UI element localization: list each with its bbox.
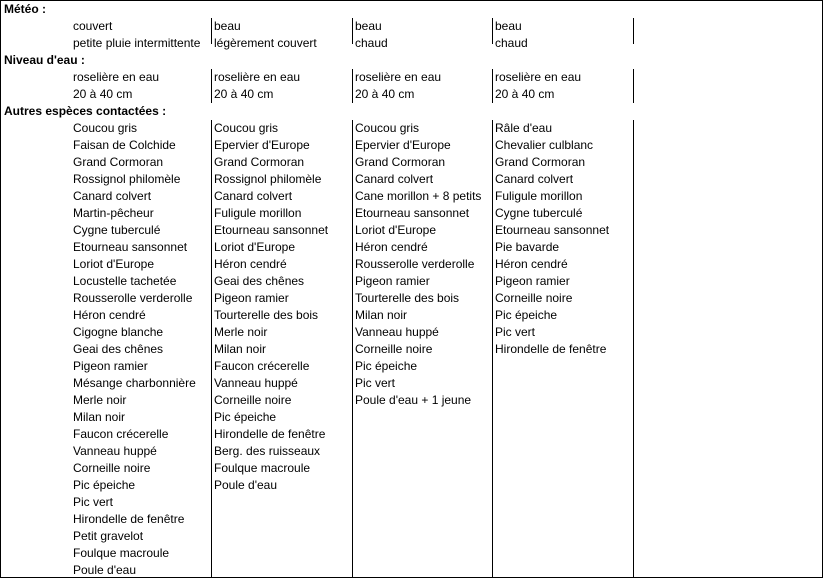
species-item: Poule d'eau <box>73 563 137 577</box>
species-item: Rossignol philomèle <box>73 172 181 186</box>
meteo-line: petite pluie intermittente <box>73 36 201 50</box>
column-divider <box>492 120 493 577</box>
species-item: Tourterelle des bois <box>355 291 460 305</box>
species-item: Petit gravelot <box>73 529 144 543</box>
species-item: Pic vert <box>495 325 536 339</box>
species-item: Canard colvert <box>214 189 293 203</box>
species-item: Poule d'eau + 1 jeune <box>355 393 472 407</box>
species-item: Pigeon ramier <box>214 291 289 305</box>
species-item: Pic vert <box>355 376 396 390</box>
species-item: Grand Cormoran <box>355 155 446 169</box>
niveau-line: 20 à 40 cm <box>355 87 415 101</box>
species-item: Vanneau huppé <box>214 376 298 390</box>
meteo-heading: Météo : <box>4 2 46 16</box>
meteo-line: beau <box>495 19 522 33</box>
niveau-line: roselière en eau <box>355 70 442 84</box>
species-item: Loriot d'Europe <box>214 240 296 254</box>
species-item: Foulque macroule <box>214 461 311 475</box>
species-item: Mésange charbonnière <box>73 376 196 390</box>
species-list-col1 <box>73 120 196 579</box>
meteo-line: beau <box>214 19 241 33</box>
species-item: Pic épeiche <box>214 410 277 424</box>
species-item: Vanneau huppé <box>355 325 439 339</box>
species-item: Epervier d'Europe <box>214 138 310 152</box>
species-item: Coucou gris <box>214 121 279 135</box>
species-item: Loriot d'Europe <box>73 257 155 271</box>
niveau-line: 20 à 40 cm <box>495 87 555 101</box>
column-divider <box>492 69 493 103</box>
species-item: Grand Cormoran <box>495 155 586 169</box>
species-item: Héron cendré <box>73 308 146 322</box>
species-item: Milan noir <box>73 410 126 424</box>
species-item: Cane morillon + 8 petits <box>355 189 482 203</box>
species-item: Poule d'eau <box>214 478 278 492</box>
species-item: Faucon crécerelle <box>214 359 310 373</box>
species-item: Etourneau sansonnet <box>355 206 470 220</box>
especes-heading: Autres espèces contactées : <box>4 104 167 118</box>
species-item: Chevalier culblanc <box>495 138 594 152</box>
species-item: Cygne tuberculé <box>73 223 161 237</box>
species-item: Milan noir <box>355 308 408 322</box>
niveau-line: 20 à 40 cm <box>214 87 274 101</box>
species-item: Rousserolle verderolle <box>355 257 475 271</box>
column-divider <box>352 18 353 44</box>
species-item: Milan noir <box>214 342 267 356</box>
species-item: Héron cendré <box>214 257 287 271</box>
species-item: Pic vert <box>73 495 114 509</box>
species-item: Merle noir <box>214 325 268 339</box>
species-item: Fuligule morillon <box>214 206 302 220</box>
niveau-line: roselière en eau <box>73 70 160 84</box>
species-item: Corneille noire <box>355 342 433 356</box>
species-item: Râle d'eau <box>495 121 552 135</box>
species-item: Locustelle tachetée <box>73 274 177 288</box>
species-item: Canard colvert <box>495 172 574 186</box>
species-list-col3 <box>355 120 481 409</box>
species-item: Pic épeiche <box>355 359 418 373</box>
species-item: Pic épeiche <box>495 308 558 322</box>
niveau-line: roselière en eau <box>214 70 301 84</box>
column-divider <box>211 69 212 103</box>
niveau-line: roselière en eau <box>495 70 582 84</box>
species-item: Corneille noire <box>214 393 292 407</box>
column-divider <box>492 18 493 44</box>
species-item: Pigeon ramier <box>73 359 148 373</box>
species-item: Vanneau huppé <box>73 444 157 458</box>
species-item: Grand Cormoran <box>73 155 164 169</box>
species-item: Hirondelle de fenêtre <box>495 342 607 356</box>
niveau-eau-heading: Niveau d'eau : <box>4 53 85 67</box>
species-item: Rousserolle verderolle <box>73 291 193 305</box>
species-item: Pic épeiche <box>73 478 136 492</box>
species-item: Grand Cormoran <box>214 155 305 169</box>
column-divider <box>633 69 634 103</box>
species-item: Coucou gris <box>73 121 138 135</box>
species-list-col2 <box>214 120 328 494</box>
column-divider <box>211 18 212 44</box>
species-item: Etourneau sansonnet <box>214 223 329 237</box>
species-item: Cigogne blanche <box>73 325 164 339</box>
column-divider <box>352 69 353 103</box>
species-item: Pie bavarde <box>495 240 560 254</box>
species-item: Geai des chênes <box>214 274 305 288</box>
species-item: Corneille noire <box>73 461 151 475</box>
column-divider <box>633 120 634 577</box>
species-item: Cygne tuberculé <box>495 206 583 220</box>
species-item: Faucon crécerelle <box>73 427 169 441</box>
species-item: Pigeon ramier <box>495 274 570 288</box>
species-item: Martin-pêcheur <box>73 206 154 220</box>
species-item: Rossignol philomèle <box>214 172 322 186</box>
meteo-line: chaud <box>495 36 528 50</box>
species-item: Hirondelle de fenêtre <box>73 512 185 526</box>
species-item: Coucou gris <box>355 121 420 135</box>
meteo-line: couvert <box>73 19 113 33</box>
species-item: Epervier d'Europe <box>355 138 451 152</box>
species-item: Etourneau sansonnet <box>73 240 188 254</box>
species-item: Héron cendré <box>355 240 428 254</box>
species-item: Etourneau sansonnet <box>495 223 610 237</box>
species-item: Corneille noire <box>495 291 573 305</box>
niveau-line: 20 à 40 cm <box>73 87 133 101</box>
species-item: Canard colvert <box>355 172 434 186</box>
species-item: Merle noir <box>73 393 127 407</box>
column-divider <box>633 18 634 44</box>
species-item: Pigeon ramier <box>355 274 430 288</box>
column-divider <box>211 120 212 577</box>
species-item: Fuligule morillon <box>495 189 583 203</box>
species-item: Foulque macroule <box>73 546 170 560</box>
species-item: Faisan de Colchide <box>73 138 176 152</box>
species-item: Canard colvert <box>73 189 152 203</box>
meteo-line: beau <box>355 19 382 33</box>
meteo-line: légèrement couvert <box>214 36 317 50</box>
species-item: Héron cendré <box>495 257 568 271</box>
species-item: Berg. des ruisseaux <box>214 444 321 458</box>
column-divider <box>352 120 353 577</box>
species-item: Hirondelle de fenêtre <box>214 427 326 441</box>
species-item: Geai des chênes <box>73 342 164 356</box>
species-item: Tourterelle des bois <box>214 308 319 322</box>
species-list-col4 <box>495 120 609 358</box>
meteo-line: chaud <box>355 36 388 50</box>
species-item: Loriot d'Europe <box>355 223 437 237</box>
